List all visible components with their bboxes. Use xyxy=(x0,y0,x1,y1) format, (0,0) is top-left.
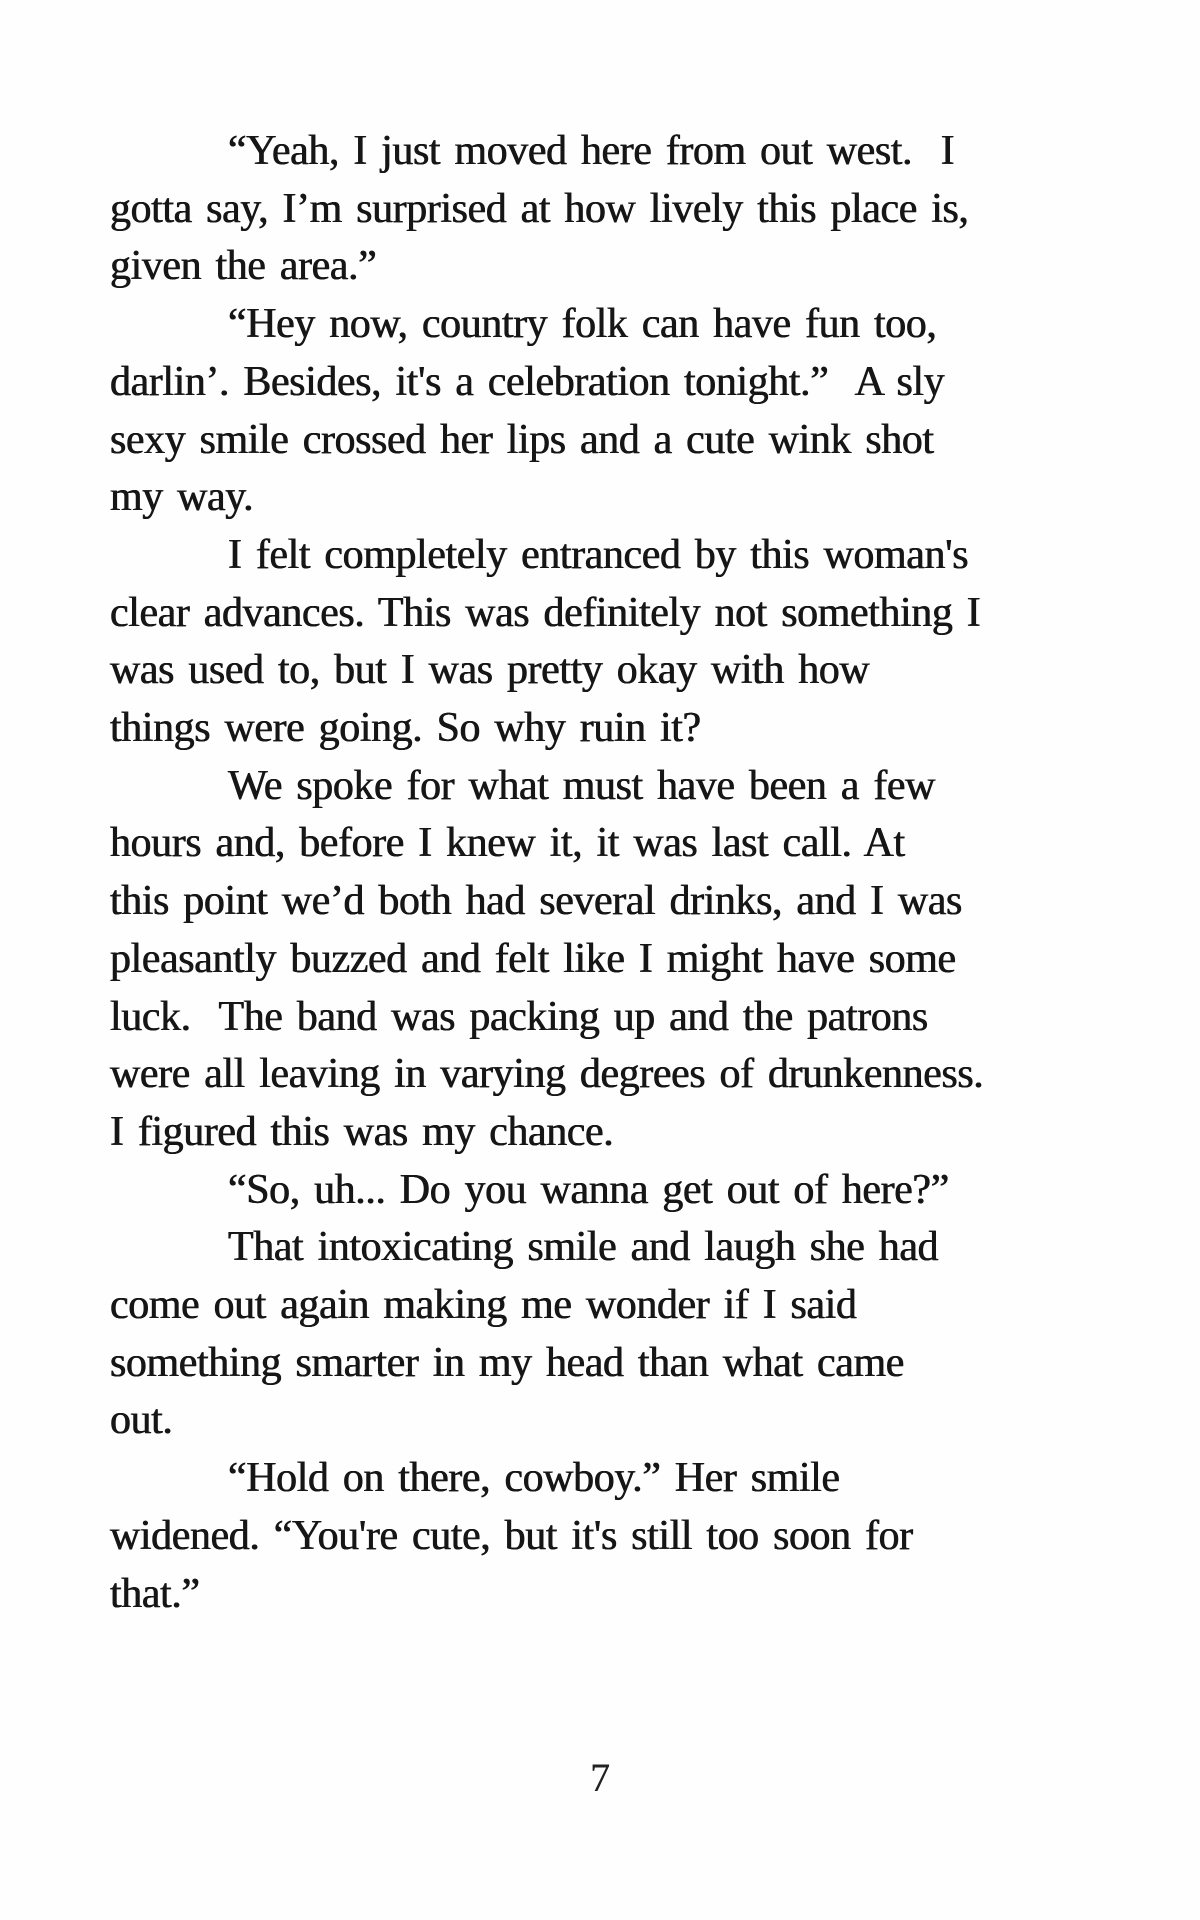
text-line: sexy smile crossed her lips and a cute wink shot xyxy=(110,416,934,463)
text-line: “So, uh... Do you wanna get out of here?” xyxy=(228,1166,949,1213)
text-line: widened. “You're cute, but it's still too soon for xyxy=(110,1512,913,1559)
paragraph xyxy=(110,123,1100,296)
text-line: hours and, before I knew it, it was last call. At xyxy=(110,820,905,867)
text-line: I figured this was my chance. xyxy=(110,1108,614,1155)
paragraph xyxy=(110,527,1100,758)
text-line: out. xyxy=(110,1397,173,1444)
text-line: pleasantly buzzed and felt like I might have some xyxy=(110,935,956,982)
text-line: things were going. So why ruin it? xyxy=(110,705,701,752)
text-line: “Hey now, country folk can have fun too, xyxy=(228,301,937,348)
text-line: this point we’d both had several drinks, and I was xyxy=(110,878,962,925)
page-number: 7 xyxy=(590,1755,610,1800)
text-line: come out again making me wonder if I said xyxy=(110,1282,857,1329)
text-line: darlin’. Besides, it's a celebration tonight.” A sly xyxy=(110,358,945,405)
page-text-block xyxy=(110,123,1100,1623)
text-line: We spoke for what must have been a few xyxy=(228,762,936,809)
paragraph xyxy=(110,1450,1100,1623)
text-line: That intoxicating smile and laugh she had xyxy=(228,1224,939,1271)
text-line: gotta say, I’m surprised at how lively this place is, xyxy=(110,185,969,232)
text-line: was used to, but I was pretty okay with how xyxy=(110,647,870,694)
paragraph xyxy=(110,758,1100,1162)
text-line: luck. The band was packing up and the patrons xyxy=(110,993,928,1040)
text-line: something smarter in my head than what came xyxy=(110,1339,904,1386)
text-line: given the area.” xyxy=(110,243,377,290)
text-line: that.” xyxy=(110,1570,200,1617)
text-line: “Hold on there, cowboy.” Her smile xyxy=(228,1455,840,1502)
text-line: “Yeah, I just moved here from out west. I xyxy=(228,128,955,174)
paragraph xyxy=(110,1219,1100,1450)
text-line: clear advances. This was definitely not something I xyxy=(110,589,981,636)
text-line: were all leaving in varying degrees of drunkenness. xyxy=(110,1051,984,1098)
text-line: I felt completely entranced by this woman's xyxy=(228,531,969,578)
paragraph xyxy=(110,296,1100,527)
paragraph xyxy=(110,1162,1100,1220)
text-line: my way. xyxy=(110,474,254,521)
